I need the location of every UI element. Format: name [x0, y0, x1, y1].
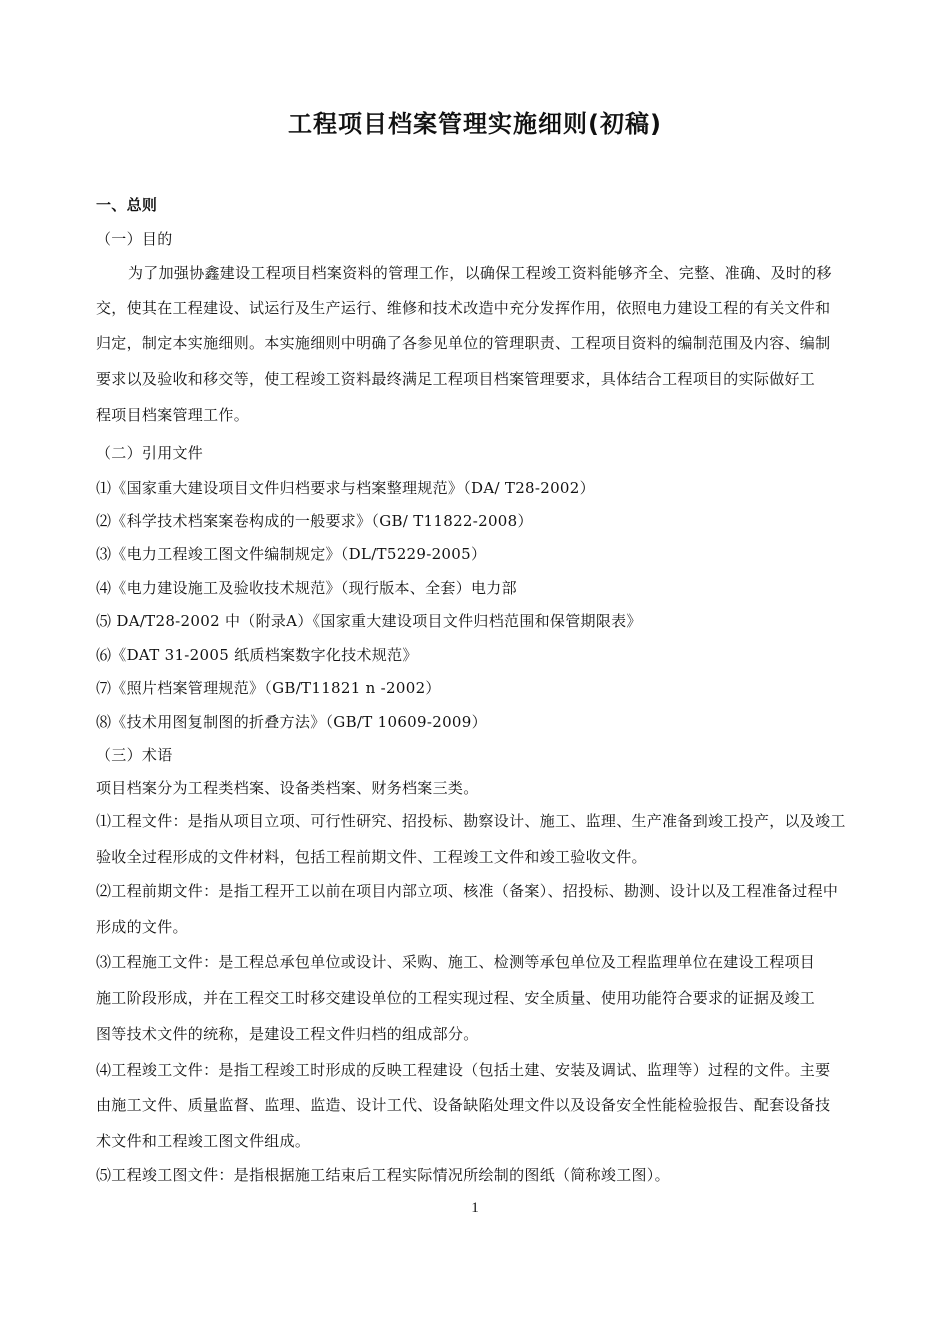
page-number: 1: [471, 1200, 479, 1216]
terms-line: ⑶工程施工文件：是工程总承包单位或设计、采购、施工、检测等承包单位及工程监理单位在建设工程项目: [96, 953, 816, 971]
reference-item: ⑴《国家重大建设项目文件归档要求与档案整理规范》（DA/ T28-2002）: [96, 479, 595, 497]
terms-line: 图等技术文件的统称，是建设工程文件归档的组成部分。: [96, 1025, 479, 1043]
terms-line: ⑸工程竣工图文件：是指根据施工结束后工程实际情况所绘制的图纸（简称竣工图）。: [96, 1166, 670, 1184]
terms-line: 由施工文件、质量监督、监理、监造、设计工代、设备缺陷处理文件以及设备安全性能检验报告、配套设备技: [96, 1096, 831, 1114]
purpose-line: 程项目档案管理工作。: [96, 406, 250, 424]
reference-item: ⑻《技术用图复制图的折叠方法》（GB/T 10609-2009）: [96, 713, 487, 731]
reference-item: ⑷《电力建设施工及验收技术规范》（现行版本、全套）电力部: [96, 579, 517, 597]
terms-intro: 项目档案分为工程类档案、设备类档案、财务档案三类。: [96, 779, 479, 797]
terms-line: 施工阶段形成，并在工程交工时移交建设单位的工程实现过程、安全质量、使用功能符合要求的证据及竣工: [96, 989, 816, 1007]
purpose-line: 交，使其在工程建设、试运行及生产运行、维修和技术改造中充分发挥作用，依照电力建设工程的有关文件和: [96, 299, 831, 317]
terms-line: 术文件和工程竣工图文件组成。: [96, 1132, 311, 1150]
purpose-line: 为了加强协鑫建设工程项目档案资料的管理工作，以确保工程竣工资料能够齐全、完整、准确、及时的移: [128, 264, 832, 282]
reference-item: ⑹《DAT 31-2005 纸质档案数字化技术规范》: [96, 646, 418, 664]
reference-item: ⑵《科学技术档案案卷构成的一般要求》（GB/ T11822-2008）: [96, 512, 533, 530]
terms-line: ⑴工程文件：是指从项目立项、可行性研究、招投标、勘察设计、施工、监理、生产准备到竣工投产，以及竣工: [96, 812, 846, 830]
subsection-heading-purpose: （一）目的: [96, 230, 173, 248]
reference-item: ⑶《电力工程竣工图文件编制规定》（DL/T5229-2005）: [96, 545, 487, 563]
terms-line: ⑷工程竣工文件：是指工程竣工时形成的反映工程建设（包括土建、安装及调试、监理等）过程的文件。主要: [96, 1061, 831, 1079]
purpose-line: 归定，制定本实施细则。本实施细则中明确了各参见单位的管理职责、工程项目资料的编制范围及内容、编制: [96, 334, 831, 352]
terms-line: 验收全过程形成的文件材料，包括工程前期文件、工程竣工文件和竣工验收文件。: [96, 848, 647, 866]
section-heading-general: 一、总则: [96, 196, 158, 214]
reference-item: ⑸ DA/T28-2002 中（附录A）《国家重大建设项目文件归档范围和保管期限表》: [96, 612, 642, 630]
subsection-heading-terms: （三）术语: [96, 746, 173, 764]
purpose-line: 要求以及验收和移交等，使工程竣工资料最终满足工程项目档案管理要求，具体结合工程项目的实际做好工: [96, 370, 816, 388]
terms-line: 形成的文件。: [96, 918, 188, 936]
terms-line: ⑵工程前期文件：是指工程开工以前在项目内部立项、核准（备案）、招投标、勘测、设计以及工程准备过程中: [96, 882, 839, 900]
reference-item: ⑺《照片档案管理规范》（GB/T11821 n -2002）: [96, 679, 441, 697]
document-title: 工程项目档案管理实施细则(初稿): [288, 110, 662, 138]
subsection-heading-references: （二）引用文件: [96, 444, 204, 462]
